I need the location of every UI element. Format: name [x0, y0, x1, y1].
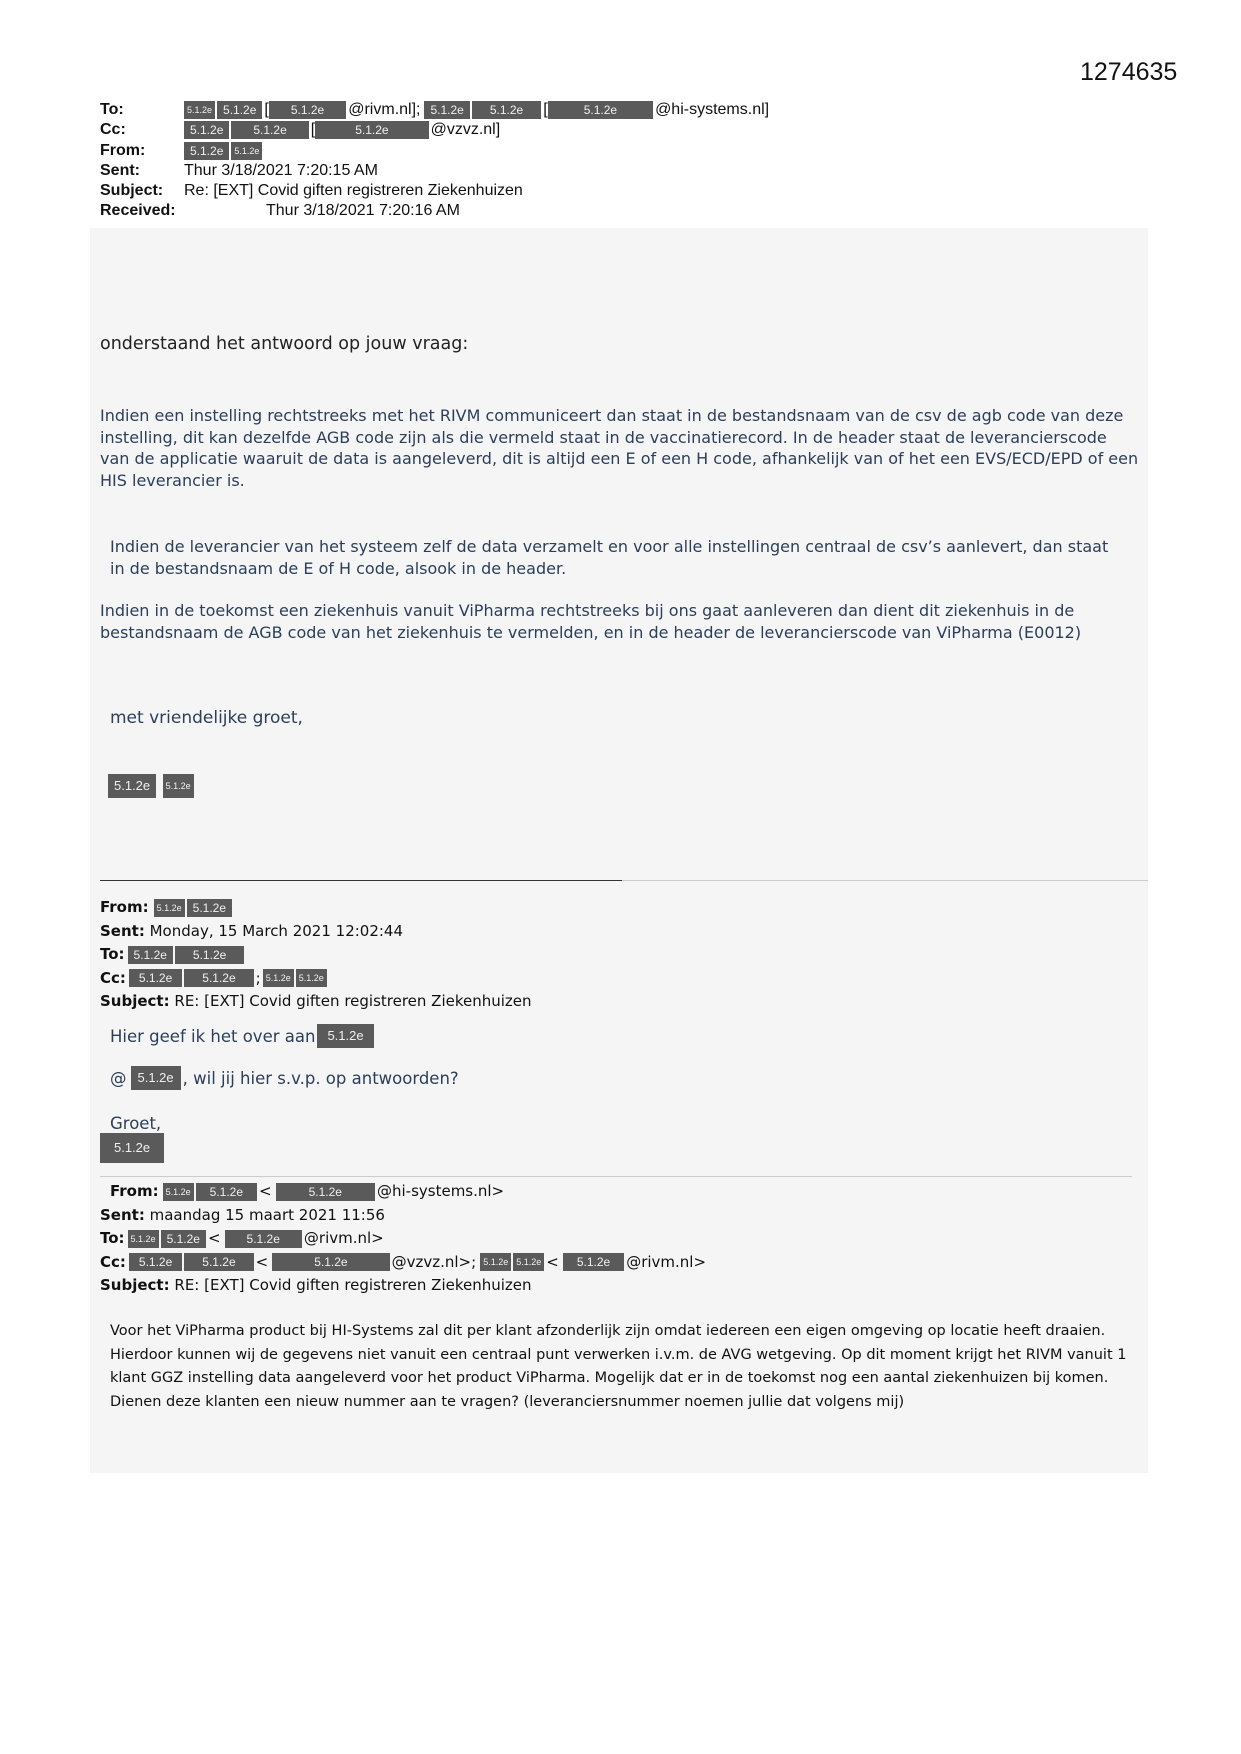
redaction: 5.1.2e [296, 969, 327, 987]
msg2-subject-label: Subject: [100, 992, 170, 1010]
subject-value: Re: [EXT] Covid giften registreren Ziekenhuizen [184, 182, 523, 200]
sent-value: Thur 3/18/2021 7:20:15 AM [184, 161, 378, 179]
intro-text: onderstaand het antwoord op jouw vraag: [100, 334, 469, 354]
received-label: Received: [100, 202, 176, 220]
redaction: 5.1.2e [129, 1253, 182, 1271]
redaction: 5.1.2e [128, 946, 173, 964]
cc-vzvz-domain: @vzvz.nl] [430, 121, 501, 139]
cc-label: Cc: [100, 121, 126, 139]
redaction: 5.1.2e [424, 101, 469, 119]
divider [100, 1176, 1132, 1177]
from-label: From: [100, 141, 146, 159]
redaction: 5.1.2e [184, 1253, 253, 1271]
redaction: 5.1.2e [108, 774, 156, 798]
redaction: 5.1.2e [317, 1024, 373, 1048]
msg2-line-1: Hier geef ik het over aan 5.1.2e [110, 1024, 376, 1048]
divider [622, 880, 1148, 881]
redaction: 5.1.2e [315, 121, 428, 139]
msg3-from-label: From: [110, 1182, 159, 1200]
document-id: 1274635 [1080, 58, 1178, 86]
redaction: 5.1.2e [196, 1183, 257, 1201]
msg3-sent-value: maandag 15 maart 2021 11:56 [149, 1205, 385, 1224]
msg3-to-domain: @rivm.nl> [303, 1229, 384, 1247]
msg2-closing: Groet, [110, 1114, 162, 1133]
redaction: 5.1.2e [513, 1253, 544, 1271]
answer-paragraph-2: Indien de leverancier van het systeem zelf de data verzamelt en voor alle instellingen centraal de csv’s aanlevert, dan staat in de bestandsnaam de E of H code, alsook in de header. [110, 537, 1109, 578]
redaction: 5.1.2e [184, 969, 253, 987]
redaction: 5.1.2e [263, 969, 294, 987]
redaction: 5.1.2e [128, 1230, 159, 1248]
msg3-subject-value: RE: [EXT] Covid giften registreren Ziekenhuizen [174, 1276, 532, 1294]
msg2-subject-value: RE: [EXT] Covid giften registreren Ziekenhuizen [174, 992, 532, 1010]
msg3-cc-label: Cc: [100, 1252, 126, 1271]
redaction: 5.1.2e [187, 899, 232, 917]
msg3-from-domain: @hi-systems.nl> [376, 1182, 505, 1200]
redaction: 5.1.2e [472, 101, 541, 119]
sent-label: Sent: [100, 161, 140, 179]
redaction: 5.1.2e [161, 1230, 206, 1248]
redaction: 5.1.2e [184, 101, 215, 119]
redaction: 5.1.2e [269, 101, 346, 119]
to-row: To: 5.1.2e 5.1.2e [ 5.1.2e @rivm.nl]; 5.1.2e 5.1.2e [ 5.1.2e @hi-systems.nl] [100, 100, 769, 120]
msg3-subject-label: Subject: [100, 1276, 170, 1294]
received-row [100, 201, 769, 221]
redaction: 5.1.2e [184, 121, 229, 139]
redaction: 5.1.2e [231, 142, 262, 160]
redaction: 5.1.2e [154, 899, 185, 917]
msg2-header: From: 5.1.2e 5.1.2e Sent: Monday, 15 March 2021 12:02:44 To: 5.1.2e 5.1.2e Cc: 5.1.2e 5.1.2e ; 5.1.2e 5.1.2e Subject: RE: [EXT] Covid giften registreren Ziekenhuizen [100, 898, 532, 1010]
subject-label: Subject: [100, 182, 164, 200]
answer-paragraph-3: Indien in de toekomst een ziekenhuis vanuit ViPharma rechtstreeks bij ons gaat aanleveren dan dient dit ziekenhuis in de bestandsnaam de AGB code van het ziekenhuis te vermelden, en in de header de leverancierscode van ViPharma (E0012) [100, 601, 1082, 642]
signature-redaction [108, 774, 196, 798]
msg3-sent-label: Sent: [100, 1205, 145, 1224]
divider [100, 880, 622, 881]
msg2-sent-label: Sent: [100, 921, 145, 940]
to-hisys-domain: @hi-systems.nl] [655, 101, 770, 118]
received-value: Thur 3/18/2021 7:20:16 AM [266, 202, 460, 220]
email-header [100, 100, 769, 222]
redaction: 5.1.2e [563, 1253, 624, 1271]
redaction: 5.1.2e [100, 1133, 164, 1163]
closing-text: met vriendelijke groet, [110, 708, 303, 728]
msg2-from-label: From: [100, 898, 149, 916]
redaction: 5.1.2e [480, 1253, 511, 1271]
subject-row [100, 181, 769, 201]
msg2-sent-value: Monday, 15 March 2021 12:02:44 [149, 921, 404, 940]
from-row [100, 141, 769, 161]
redaction: 5.1.2e [217, 101, 262, 119]
redaction: 5.1.2e [131, 1066, 181, 1090]
redaction: 5.1.2e [276, 1183, 375, 1201]
msg3-body: Voor het ViPharma product bij HI-Systems zal dit per klant afzonderlijk zijn omdat iedereen een eigen omgeving op locatie heeft draaien. Hierdoor kunnen wij de gegevens niet vanuit een centraal punt verwerken i.v.m. de AVG wetgeving. Op dit moment krijgt het RIVM vanuit 1 klant GGZ instelling data aangeleverd voor het product ViPharma. Mogelijk dat er in de toekomst nog een aantal ziekenhuizen bij komen. Dienen deze klanten een nieuw nummer aan te vragen? (leveranciersnummer noemen jullie dat volgens mij) [110, 1323, 1127, 1410]
redaction: 5.1.2e [231, 121, 308, 139]
redaction: 5.1.2e [175, 946, 244, 964]
msg3-header: From: 5.1.2e 5.1.2e < 5.1.2e @hi-systems.nl> Sent: maandag 15 maart 2021 11:56 To: 5.1.2e 5.1.2e < 5.1.2e @rivm.nl> Cc: 5.1.2e 5.1.2e < 5.1.2e @vzvz.nl>; 5.1.2e 5.1.2e < 5.1.2e @rivm.nl> Subject: RE: [EXT] Covid giften registreren Ziekenhuizen [100, 1182, 707, 1294]
to-rivm-domain: @rivm.nl]; [348, 101, 421, 118]
redaction: 5.1.2e [548, 101, 653, 119]
msg2-line-2: @ 5.1.2e , wil jij hier s.v.p. op antwoorden? [110, 1066, 459, 1090]
msg3-to-label: To: [100, 1229, 125, 1247]
answer-paragraph-1: Indien een instelling rechtstreeks met het RIVM communiceert dan staat in de bestandsnaam van de csv de agb code van deze instelling, dit kan dezelfde AGB code zijn als die vermeld staat in de vaccinatierecord. In de header staat de leverancierscode van de applicatie waaruit de data is aangeleverd, dit is altijd een E of een H code, afhankelijk van of het een EVS/ECD/EPD of een HIS leverancier is. [100, 406, 1139, 490]
msg2-cc-label: Cc: [100, 968, 126, 987]
redaction: 5.1.2e [129, 969, 182, 987]
to-label: To: [100, 101, 124, 118]
redaction: 5.1.2e [184, 142, 229, 160]
sent-row [100, 161, 769, 181]
redaction: 5.1.2e [225, 1230, 302, 1248]
redaction: 5.1.2e [163, 774, 194, 798]
msg3-cc-domain-1: @vzvz.nl>; [391, 1252, 477, 1271]
cc-row: Cc: 5.1.2e 5.1.2e [ 5.1.2e @vzvz.nl] [100, 120, 769, 140]
msg3-cc-domain-2: @rivm.nl> [626, 1252, 707, 1271]
redaction: 5.1.2e [272, 1253, 389, 1271]
redaction: 5.1.2e [163, 1183, 194, 1201]
msg2-to-label: To: [100, 945, 125, 963]
